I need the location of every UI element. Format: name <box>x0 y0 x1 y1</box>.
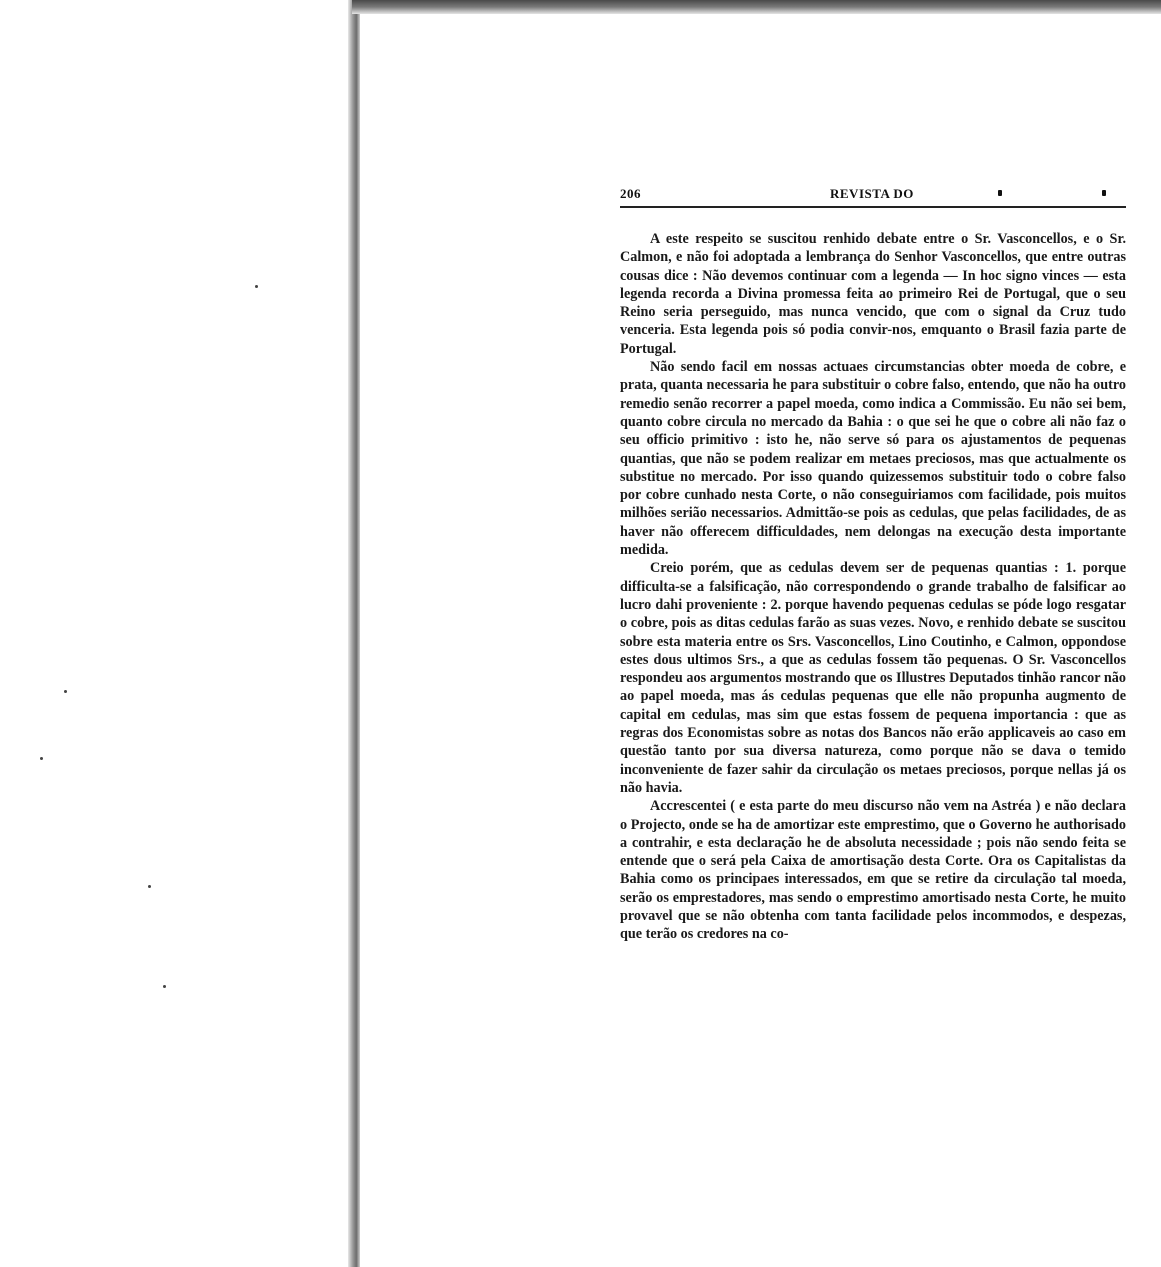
paragraph: Não sendo facil em nossas actuaes circumstancias obter moeda de cobre, e prata, quanta necessaria he para substituir o cobre falso, entendo, que não ha outro remedio senão recorrer a papel moeda, como indica a Commissão. Eu não sei bem, quanto cobre circula no mercado da Bahia : o que sei he que o cobre ali não faz o seu officio primitivo : isto he, não serve só para os ajustamentos de pequenas quantias, que não se podem realizar em metaes preciosos, mas que actualmente os substitue no mercado. Por isso quando quizessemos substituir todo o cobre falso por cobre cunhado nesta Corte, o não conseguiriamos com facilidade, pois muitos milhões serião necessarios. Admittão-se pois as cedulas, que pelas facilidades, de as haver não offerecem difficuldades, nem delongas na execução desta importante medida. <box>620 359 1126 559</box>
speck <box>255 285 258 288</box>
speck <box>163 985 166 988</box>
speck <box>40 757 43 760</box>
running-title: REVISTA DO <box>830 186 914 201</box>
ornament-dot <box>998 190 1002 196</box>
left-page-blank <box>0 0 352 1267</box>
speck <box>148 885 151 888</box>
paragraph: Creio porém, que as cedulas devem ser de pequenas quantias : 1. porque difficulta-se a falsificação, não correspondendo o grande trabalho de falsificar ao lucro dahi proveniente : 2. porque havendo pequenas cedulas se póde logo resgatar o cobre, pois as ditas cedulas farão as suas vezes. Novo, e renhido debate se suscitou sobre esta materia entre os Srs. Vasconcellos, Lino Coutinho, e Calmon, oppondose estes dous ultimos Srs., a que as cedulas fossem tão pequenas. O Sr. Vasconcellos respondeu aos argumentos mostrando que os Illustres Deputados tinhão rancor não ao papel moeda, mas ás cedulas pequenas que elle não propunha augmento de capital em cedulas, mas sim que estas fossem de pequena importancia : que as regras dos Economistas sobre as notas dos Bancos não erão applicaveis ao caso em questão tanto por sua diversa natureza, como porque não se dava o temido inconveniente de fazer sahir da circulação os metaes preciosos, porque nellas já os não havia. <box>620 560 1126 796</box>
page-top-shadow <box>352 0 1161 14</box>
page-number: 206 <box>620 186 641 201</box>
book-gutter <box>348 0 360 1267</box>
ornament-dot <box>1102 190 1106 196</box>
body-text <box>620 230 1126 944</box>
paragraph: Accrescentei ( e esta parte do meu discurso não vem na Astréa ) e não declara o Projecto, onde se ha de amortizar este emprestimo, que o Governo he authorisado a contrahir, e esta declaração he de absoluta necessidade ; pois não sendo feita se entende que o será pela Caixa de amortisação desta Corte. Ora os Capitalistas da Bahia como os principaes interessados, em que se retire da circulação tal moeda, serão os emprestadores, mas sendo o emprestimo amortisado nesta Corte, he muito provavel que se não obtenha com tanta facilidade pelos incommodos, e despezas, que terão os credores na co- <box>620 798 1126 943</box>
page-header <box>620 186 1126 208</box>
paragraph: A este respeito se suscitou renhido debate entre o Sr. Vasconcellos, e o Sr. Calmon, e não foi adoptada a lembrança do Senhor Vasconcellos, que entre outras cousas dice : Não devemos continuar com a legenda — In hoc signo vinces — esta legenda recorda a Divina promessa feita ao primeiro Rei de Portugal, que o seu Reino seria perseguido, mas nunca vencido, que com o signal da Cruz tudo venceria. Esta legenda pois só podia convir-nos, emquanto o Brasil fazia parte de Portugal. <box>620 231 1126 357</box>
speck <box>64 690 67 693</box>
